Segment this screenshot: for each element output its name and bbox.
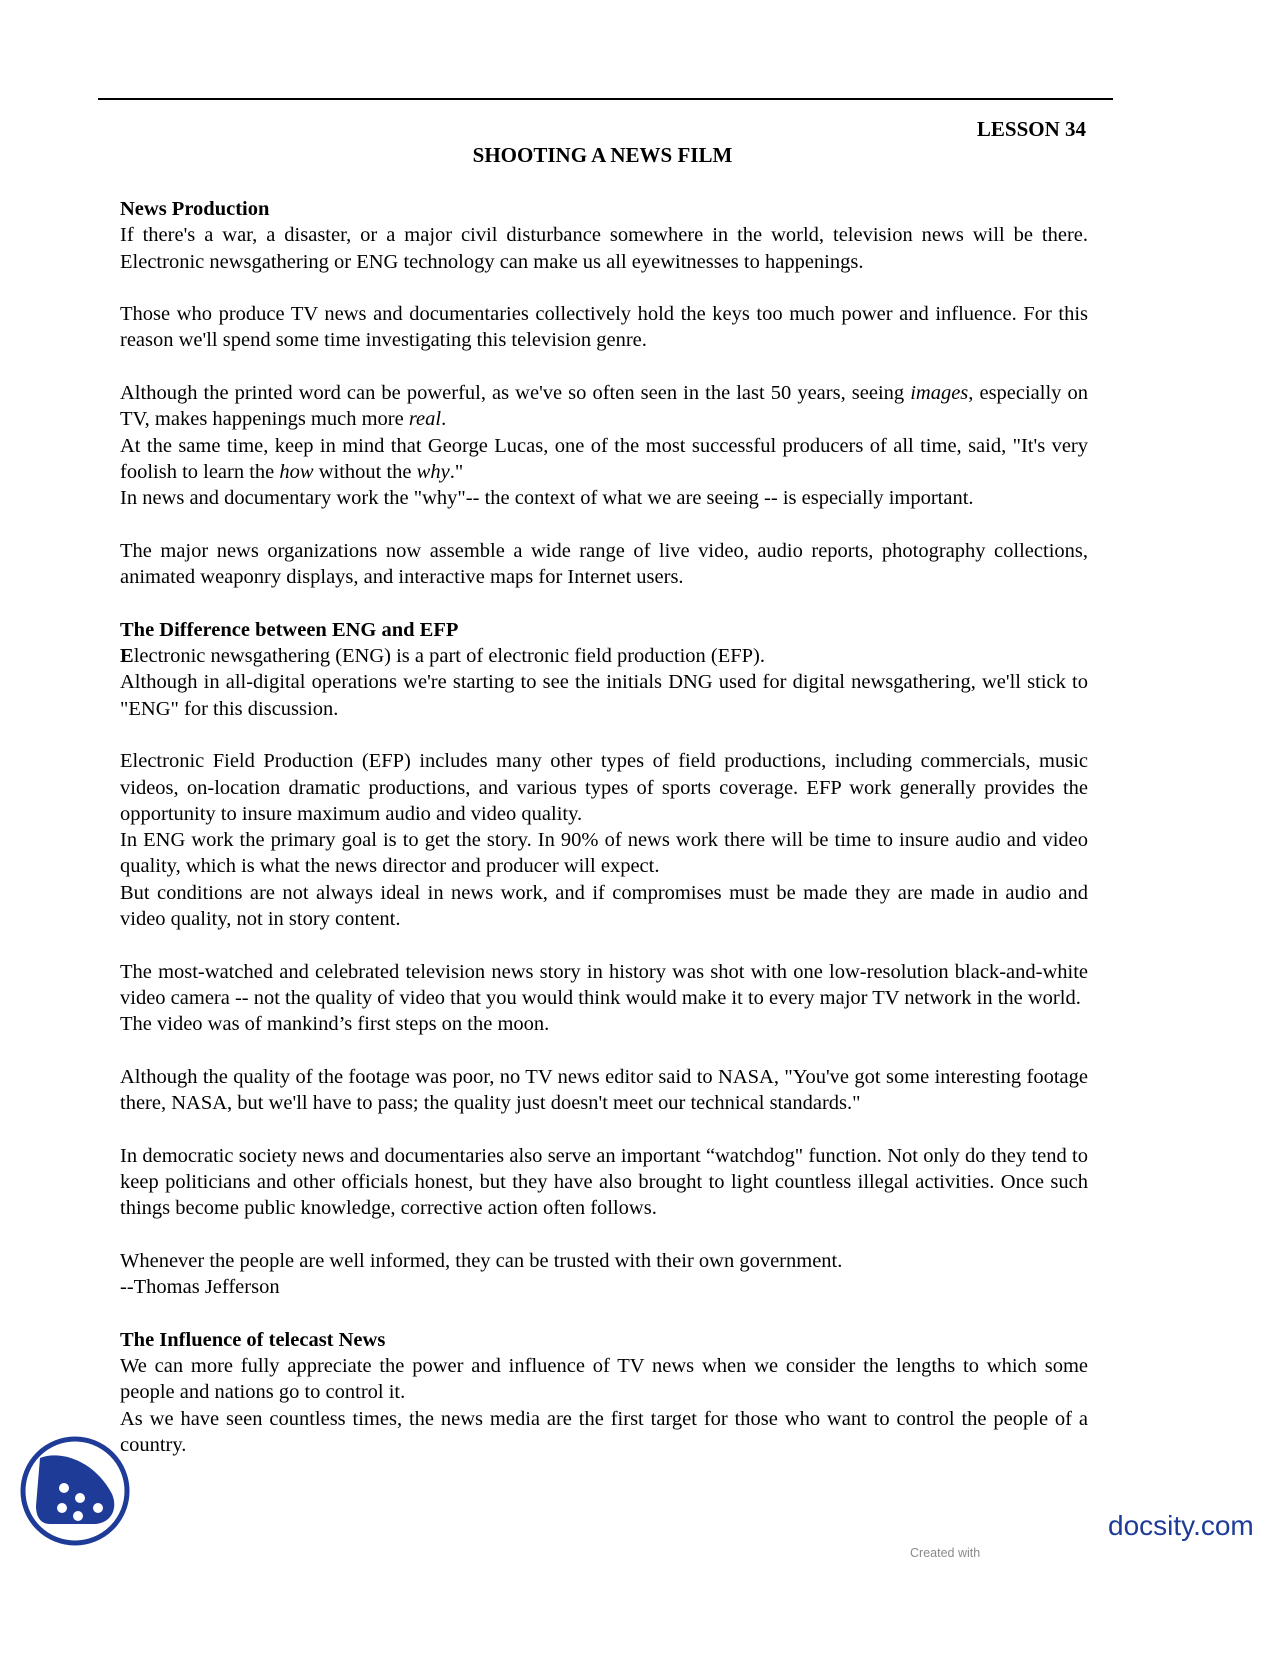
paragraph-spacer: [120, 932, 1088, 958]
paragraph-spacer: [120, 1300, 1088, 1326]
paragraph: We can more fully appreciate the power and influence of TV news when we consider the lengths to which some people and nations go to control it.: [120, 1355, 1088, 1404]
paragraph: The most-watched and celebrated television news story in history was shot with one low-resolution black-and-white video camera -- not the quality of video that you would think would make it to every major TV network in the world.: [120, 960, 1088, 1009]
text-run: E: [120, 645, 134, 668]
paragraph: Whenever the people are well informed, they can be trusted with their own government.: [120, 1249, 843, 1272]
paragraph: In news and documentary work the "why"-- the context of what we are seeing -- is especially important.: [120, 487, 974, 510]
paragraph-spacer: [120, 354, 1088, 380]
text-run: real: [408, 408, 442, 431]
text-run: .: [441, 408, 447, 431]
paragraph-spacer: [120, 722, 1088, 748]
paragraph-spacer: [120, 590, 1088, 616]
paragraph: Those who produce TV news and documentaries collectively hold the keys too much power and influence. For this reason we'll spend some time investigating this television genre.: [120, 303, 1088, 352]
paragraph-spacer: [120, 1116, 1088, 1142]
paragraph-spacer: [120, 512, 1088, 538]
text-run: lectronic newsgathering (ENG) is a part of electronic field production (EFP).: [133, 645, 765, 668]
section-heading: The Influence of telecast News: [120, 1328, 386, 1351]
text-run: why: [416, 460, 450, 483]
page-title: SHOOTING A NEWS FILM: [472, 143, 733, 167]
text-run: At the same time, keep in mind that George Lucas, one of the most successful producers of all time, said, "It's very foolish to learn the: [120, 434, 1088, 483]
paragraph-spacer: [120, 1038, 1088, 1064]
section-heading: News Production: [120, 198, 270, 220]
paragraph: As we have seen countless times, the news media are the first target for those who want to control the people of a country.: [120, 1407, 1088, 1456]
paragraph: Electronic Field Production (EFP) includes many other types of field productions, including commercials, music videos, on-location dramatic productions, and various types of sports coverage. EFP work generally provides the opportunity to insure maximum audio and video quality.: [120, 750, 1088, 825]
text-run: , especially on TV, makes happenings much more: [120, 382, 1088, 431]
paragraph: [120, 380, 1088, 433]
paragraph: --Thomas Jefferson: [120, 1276, 280, 1299]
paragraph: In democratic society news and documentaries also serve an important “watchdog" function. Not only do they tend to keep politicians and other officials honest, but they have also brought to light countless illegal activities. Once such things become public knowledge, corrective action often follows.: [120, 1144, 1088, 1220]
paragraph: [120, 433, 1088, 486]
paragraph-spacer: [120, 275, 1088, 301]
text-run: how: [279, 460, 314, 483]
paragraph: Although in all-digital operations we're starting to see the initials DNG used for digital newsgathering, we'll stick to "ENG" for this discussion.: [120, 671, 1088, 720]
paragraph: But conditions are not always ideal in news work, and if compromises must be made they are made in audio and video quality, not in story content.: [120, 881, 1088, 931]
text-run: Although the printed word can be powerful, as we've so often seen in the last 50 years, seeing: [120, 382, 911, 405]
docsity-logo-icon: [20, 1436, 130, 1546]
text-run: .": [449, 460, 464, 483]
top-rule: [98, 98, 1113, 100]
document-body: [120, 196, 1088, 1458]
paragraph: If there's a war, a disaster, or a major civil disturbance somewhere in the world, television news will be there. Electronic newsgathering or ENG technology can make us all eyewitnesses to happenings.: [120, 224, 1088, 273]
section-heading: The Difference between ENG and EFP: [120, 618, 459, 641]
brand-wordmark[interactable]: docsity.com: [1108, 1510, 1254, 1541]
paragraph: [120, 643, 1088, 669]
paragraph: The major news organizations now assemble a wide range of live video, audio reports, photography collections, animated weaponry displays, and interactive maps for Internet users.: [120, 539, 1088, 589]
paragraph: In ENG work the primary goal is to get the story. In 90% of news work there will be time to insure audio and video quality, which is what the news director and producer will expect.: [120, 829, 1088, 878]
paragraph-spacer: [120, 1222, 1088, 1248]
text-run: without the: [313, 460, 417, 483]
lesson-number: LESSON 34: [976, 117, 1086, 141]
paragraph: Although the quality of the footage was poor, no TV news editor said to NASA, "You've got some interesting footage there, NASA, but we'll have to pass; the quality just doesn't meet our technical standards.": [120, 1065, 1088, 1115]
created-with-label: Created with: [910, 1546, 981, 1560]
text-run: images: [910, 382, 969, 405]
paragraph: The video was of mankind’s first steps on the moon.: [120, 1013, 550, 1036]
